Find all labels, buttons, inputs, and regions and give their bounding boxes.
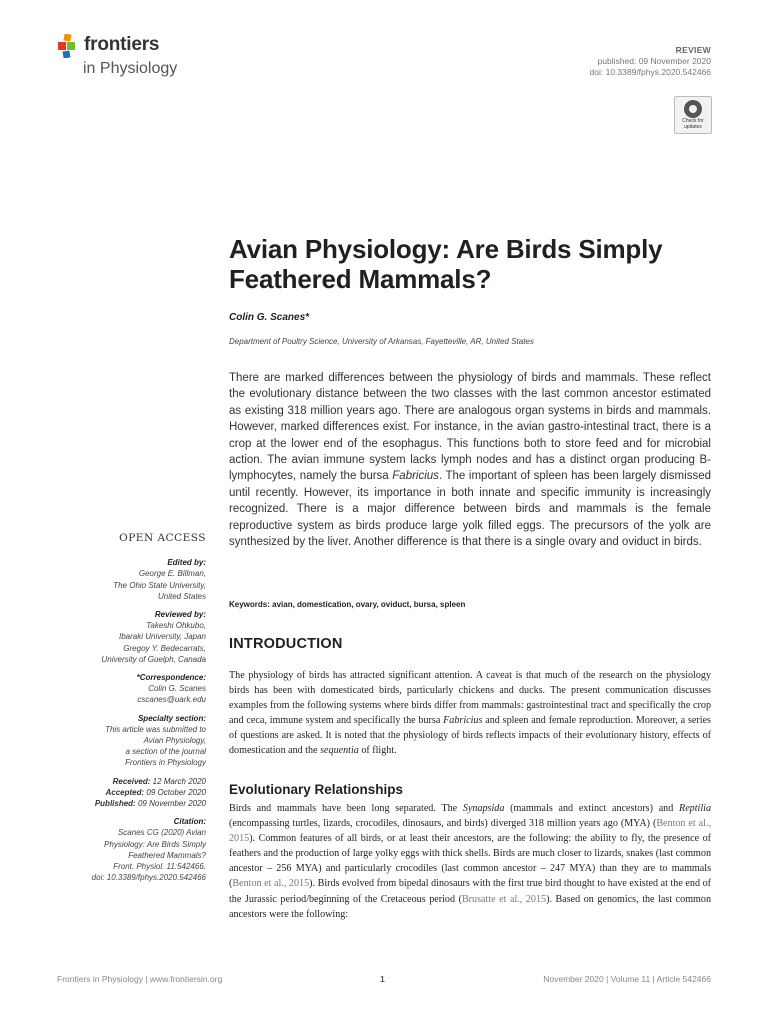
logo-wordmark-journal: in Physiology [83, 60, 178, 77]
abstract-text: . The important of spleen has been largely dismissed until recently. However, its importance in both innate and specific immunity is increasingly recognized. There is a major difference between birds and mammals is the female reproductive system as birds produce large yolk filled eggs. The precursors of the yolk are synthesized by the liver. Another difference is that there is a single ovary and oviduct in birds. [229, 470, 711, 549]
body-text: ). Common features of all birds, or at least their ancestors, are the following: the ability to fly, the presence of feathers and the production of large yolky eggs with thick shells. Birds are much closer to lizards, snakes (last common ancestor – 256 MYA) and particularly crocodiles (last common ancestor – 247 MYA) than they are to mammals ( [229, 833, 711, 890]
italic-term: Fabricius [443, 715, 483, 727]
accepted-value: 09 October 2020 [146, 787, 206, 797]
editor-line: United States [157, 591, 206, 601]
editor-line: George E. Billman, [138, 569, 206, 579]
correspondence-email[interactable]: cscanes@uark.edu [137, 695, 206, 705]
citation-line: Front. Physiol. 11:542466. [113, 862, 206, 872]
citation-line: Feathered Mammals? [128, 850, 206, 860]
check-for-updates-badge[interactable] [674, 96, 712, 134]
citation-doi[interactable]: doi: 10.3389/fphys.2020.542466 [91, 873, 206, 883]
received-value: 12 March 2020 [152, 776, 206, 786]
section-heading-introduction: INTRODUCTION [229, 636, 343, 652]
reviewer-line: Ibaraki University, Japan [119, 632, 206, 642]
citation-label: Citation: [173, 817, 206, 827]
published-value: 09 November 2020 [137, 799, 206, 809]
author-name[interactable]: Colin G. Scanes* [229, 312, 310, 323]
italic-term: sequentia [320, 745, 359, 757]
introduction-paragraph [229, 668, 711, 759]
keywords: Keywords: avian, domestication, ovary, oviduct, bursa, spleen [229, 600, 466, 609]
published-date: published: 09 November 2020 [597, 56, 711, 66]
open-access-label[interactable]: OPEN ACCESS [119, 532, 206, 544]
article-meta [590, 45, 711, 78]
reviewer-line: Takeshi Ohkubo, [146, 621, 206, 631]
body-text: The physiology of birds has attracted significant attention. A caveat is that much of the research on the physiology birds has been with domesticated birds, particularly chickens and ducks. The present communication discusses examples from the following systems where birds differ from mammals: gastrointestinal tract and specifically the crop and ceca, immune system and specifically the bursa [229, 670, 711, 727]
abstract-italic-term: Fabricius [392, 470, 439, 483]
article-type: REVIEW [675, 45, 711, 55]
italic-term: Synapsida [462, 803, 505, 814]
editor-line: The Ohio State University, [113, 580, 206, 590]
specialty-line: a section of the journal [125, 747, 206, 757]
body-text: of flight. [358, 745, 397, 757]
edited-by-label: Edited by: [167, 558, 206, 568]
subsection-heading-evolutionary-relationships: Evolutionary Relationships [229, 782, 404, 797]
logo-wordmark-frontiers: frontiers [84, 34, 160, 55]
italic-term: Reptilia [679, 803, 711, 814]
article-sidebar [50, 533, 206, 883]
specialty-section-label: Specialty section: [137, 713, 206, 723]
citation-link[interactable]: Brusatte et al., 2015 [461, 893, 547, 905]
body-text: (encompassing turtles, lizards, crocodiles, dinosaurs, and birds) diverged 318 million years ago (MYA) ( [229, 818, 657, 830]
published-date-sidebar [50, 798, 206, 809]
specialty-line: This article was submitted to [105, 724, 206, 734]
body-text: ). Based on genomics, the last common ancestors were the following: [229, 893, 711, 920]
citation-line: Physiology: Are Birds Simply [104, 839, 206, 849]
specialty-line: Frontiers in Physiology [125, 758, 206, 768]
correspondence-label: *Correspondence: [136, 673, 206, 683]
body-text: and spleen and female reproduction. Moreover, a series of questions are asked. It is noted that the physiology of birds reflects impacts of their evolutionary history, effects of domestication and the [229, 715, 711, 757]
footer-issue-info: November 2020 | Volume 11 | Article 542466 [543, 974, 711, 984]
frontiers-logo-icon [58, 34, 80, 58]
abstract-text: There are marked differences between the physiology of birds and mammals. These reflect the evolutionary distance between the two classes with the last common ancestor estimated as existing 318 million years ago. There are analogous organ systems in birds and mammals. However, marked differences exist. For instance, in the avian gastro-intestinal tract, there is a crop at the lower end of the esophagus. This functions both to store feed and for microbial action. The avian immune system lacks lymph nodes and has a distinct organ producing B-lymphocytes, namely the bursa [229, 372, 711, 483]
correspondence-name: Colin G. Scanes [148, 684, 206, 694]
citation-link[interactable]: Benton et al., 2015 [232, 878, 310, 890]
body-text: (mammals and extinct ancestors) and [504, 803, 680, 814]
received-date [50, 776, 206, 787]
reviewer-line: University of Guelph, Canada [101, 654, 206, 664]
page-number: 1 [380, 974, 385, 984]
article-doi[interactable]: doi: 10.3389/fphys.2020.542466 [589, 67, 711, 77]
citation-line: Scanes CG (2020) Avian [117, 828, 206, 838]
author-affiliation: Department of Poultry Science, University of Arkansas, Fayetteville, AR, United States [229, 337, 534, 346]
abstract [229, 370, 711, 550]
evolution-paragraph [229, 801, 711, 922]
footer-journal-link[interactable]: Frontiers in Physiology | www.frontiersin.org [57, 974, 223, 984]
reviewer-line: Gregoy Y. Bedecarrats, [123, 643, 206, 653]
body-text: ). Birds evolved from bipedal dinosaurs with the first true bird thought to have existed at the end of the Jurassic period/beginning of the Cretaceous period ( [229, 878, 712, 905]
published-label: Published: [94, 799, 136, 809]
received-label: Received: [112, 776, 151, 786]
citation-link[interactable]: Benton et al., 2015 [229, 818, 711, 845]
check-updates-icon [684, 100, 702, 118]
reviewed-by-label: Reviewed by: [154, 610, 206, 620]
body-text: Birds and mammals have been long separated. The [229, 803, 463, 814]
journal-logo[interactable] [58, 34, 218, 84]
check-updates-label: Check for updates [682, 118, 704, 130]
accepted-label: Accepted: [105, 787, 145, 797]
specialty-line: Avian Physiology, [143, 736, 206, 746]
accepted-date [50, 787, 206, 798]
article-title: Avian Physiology: Are Birds Simply Feathered Mammals? [229, 234, 663, 294]
